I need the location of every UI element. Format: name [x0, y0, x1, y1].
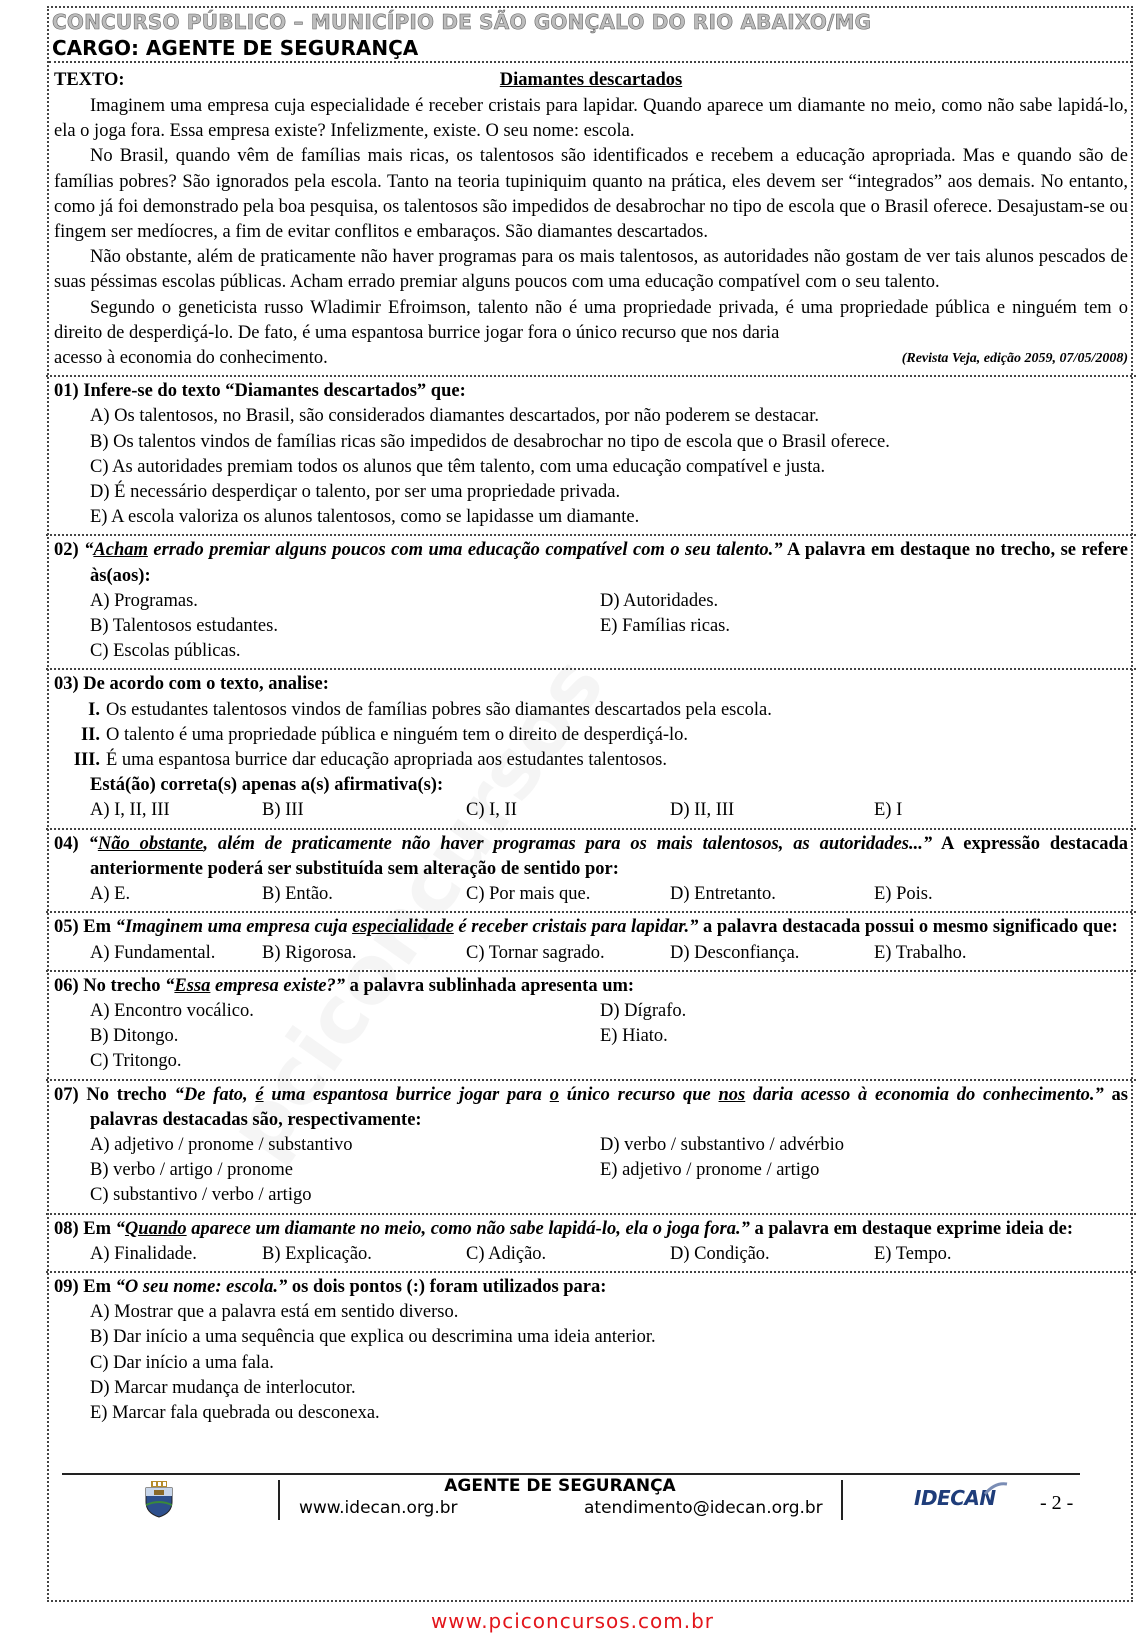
option-b: B) Ditongo.: [90, 1026, 179, 1047]
option-d: D) verbo / substantivo / advérbio: [600, 1134, 845, 1155]
quote-mark: “: [165, 975, 175, 996]
municipal-crest-icon: [141, 1480, 177, 1518]
exam-header: CONCURSO PÚBLICO – MUNICÍPIO DE SÃO GONÇALO DO RIO ABAIXO/MG: [52, 10, 872, 34]
option-d: D) II, III: [670, 800, 735, 821]
question-09-head: [54, 1275, 1128, 1300]
question-number: 02): [54, 540, 79, 561]
question-tail: os dois pontos (:) foram utilizados para:: [287, 1276, 607, 1297]
question-number: 08) Em: [54, 1218, 116, 1239]
exam-content: [54, 68, 1128, 1426]
option-d: D) É necessário desperdiçar o talento, por ser uma propriedade privada.: [90, 482, 621, 503]
option-a: A) adjetivo / pronome / substantivo: [90, 1134, 353, 1155]
question-number: 04): [54, 833, 79, 854]
option-c: C) Dar início a uma fala.: [90, 1352, 274, 1373]
option-b: B) verbo / artigo / pronome: [90, 1160, 293, 1181]
quote-text: “O seu nome: escola.”: [115, 1276, 288, 1297]
option-c: C) I, II: [466, 800, 517, 821]
option-c: C) Tornar sagrado.: [466, 942, 605, 963]
highlighted-word-1: é: [255, 1084, 264, 1105]
option-c: C) Tritongo.: [90, 1051, 182, 1072]
paragraph-4-end: acesso à economia do conhecimento.: [54, 348, 328, 369]
text-title: Diamantes descartados: [499, 70, 683, 90]
question-tail: as palavras destacadas são, respectivamente:: [90, 1084, 1128, 1130]
question-02-options: [54, 589, 1128, 665]
option-c: C) As autoridades premiam todos os alunos que têm talento, com uma educação compatível e justa.: [90, 456, 826, 477]
question-07-head: [54, 1083, 1128, 1133]
text-label: TEXTO:: [54, 70, 125, 90]
question-01-head: 01) Infere-se do texto “Diamantes descartados” que:: [54, 381, 466, 402]
quote-text: uma espantosa burrice jogar para: [263, 1084, 550, 1105]
option-e: E) Famílias ricas.: [600, 616, 730, 637]
option-c: C) Escolas públicas.: [90, 641, 241, 662]
statement-text: O talento é uma propriedade pública e ninguém tem o direito de desperdiçá-lo.: [106, 724, 689, 745]
question-02: [46, 534, 1136, 664]
question-number: 06) No trecho: [54, 975, 166, 996]
highlighted-word-3: nos: [718, 1084, 746, 1105]
question-02-head: [54, 538, 1128, 588]
question-08-head: [54, 1217, 1128, 1242]
option-a: A) Mostrar que a palavra está em sentido diverso.: [90, 1302, 459, 1323]
option-e: E) Hiato.: [600, 1026, 668, 1047]
option-a: A) Programas.: [90, 590, 198, 611]
question-01-options: [54, 404, 1128, 530]
question-tail: a palavra sublinhada apresenta um:: [345, 975, 635, 996]
question-04: [46, 828, 1136, 908]
question-09: [46, 1271, 1136, 1426]
option-d: D) Entretanto.: [670, 884, 776, 905]
logo-swoosh-icon: [983, 1480, 1009, 1498]
quote-text: empresa existe?”: [210, 975, 346, 996]
question-number: 09) Em: [54, 1276, 116, 1297]
quote-text: é receber cristais para lapidar.”: [453, 917, 699, 938]
idecan-logo: IDECAN: [914, 1486, 996, 1510]
highlighted-word-2: o: [549, 1084, 559, 1105]
question-05-head: [54, 915, 1128, 940]
option-c: C) substantivo / verbo / artigo: [90, 1185, 312, 1206]
roman-numeral: II.: [80, 724, 100, 745]
footer-separator: [278, 1480, 280, 1520]
footer-rule: [62, 1473, 1080, 1475]
highlighted-word: Quando: [124, 1218, 187, 1239]
option-b: B) III: [262, 800, 304, 821]
option-b: B) Então.: [262, 884, 333, 905]
paragraph-4: Segundo o geneticista russo Wladimir Efroimson, talento não é uma propriedade privada, é uma propriedade pública e ninguém tem o direito de desperdiçá-lo. De fato, é uma espantosa burrice jogar fora o único recurso que nos daria: [54, 297, 1128, 343]
question-number: 07) No trecho: [54, 1084, 175, 1105]
question-01: [46, 375, 1136, 530]
question-tail: A palavra em destaque no trecho, se refere às(aos):: [90, 540, 1129, 586]
roman-numeral: I.: [88, 699, 100, 720]
header-divider: [49, 61, 1132, 63]
statement-text: É uma espantosa burrice dar educação apropriada aos estudantes talentosos.: [106, 750, 667, 771]
source-line: [54, 346, 1128, 371]
question-09-options: [54, 1300, 1128, 1426]
quote-mark: “: [88, 833, 98, 854]
quote-text: aparece um diamante no meio, como não sabe lapidá-lo, ela o joga fora.”: [186, 1218, 750, 1239]
statement-list: [54, 698, 1128, 774]
text-source: (Revista Veja, edição 2059, 07/05/2008): [901, 351, 1128, 367]
option-d: D) Condição.: [670, 1243, 770, 1264]
empty-cell: [600, 1183, 1128, 1208]
roman-numeral: III.: [73, 750, 100, 771]
quote-mark: “: [115, 1218, 125, 1239]
option-b: B) Talentosos estudantes.: [90, 616, 278, 637]
position-header: CARGO: AGENTE DE SEGURANÇA: [52, 36, 419, 60]
option-a: A) Encontro vocálico.: [90, 1000, 254, 1021]
option-e: E) Trabalho.: [874, 942, 967, 963]
question-04-options: [54, 882, 1128, 907]
option-d: D) Autoridades.: [600, 590, 719, 611]
option-a: A) Fundamental.: [90, 942, 216, 963]
option-e: E) Pois.: [874, 884, 933, 905]
statement-item: [54, 748, 1128, 773]
option-d: D) Marcar mudança de interlocutor.: [90, 1377, 356, 1398]
paragraph-2: No Brasil, quando vêm de famílias mais ricas, os talentosos são identificados e recebem a educação apropriada. Mas e quando são de famílias pobres? São ignorados pela escola. Tanto na teoria tupiniquim quanto na prática, eles devem ser “integrados” aos demais. No entanto, como já foi demonstrado pela boa pesquisa, os talentosos são impedidos de desabrochar no tipo de escola que o Brasil oferece. Desajustam-se ou fingem ser medíocres, a fim de evitar conflitos e embaraços. São diamantes descartados.: [54, 146, 1128, 243]
quote-mark: “: [84, 540, 94, 561]
question-05-options: [54, 941, 1128, 966]
highlighted-word: especialidade: [352, 917, 454, 938]
paragraph-3: Não obstante, além de praticamente não haver programas para os mais talentosos, as autoridades não gostam de ver tais alunos pescados de suas péssimas escolas públicas. Acham errado premiar alguns poucos com uma educação compatível com o seu talento.: [54, 247, 1128, 293]
option-e: E) A escola valoriza os alunos talentosos, como se lapidasse um diamante.: [90, 507, 640, 528]
option-b: B) Os talentos vindos de famílias ricas são impedidos de desabrochar no tipo de escola que o Brasil oferece.: [90, 431, 890, 452]
quote-text: errado premiar alguns poucos com uma educação compatível com o seu talento.”: [147, 540, 783, 561]
quote-text: “De fato,: [174, 1084, 256, 1105]
highlighted-expression: Não obstante: [97, 833, 204, 854]
option-c: C) Por mais que.: [466, 884, 591, 905]
statement-item: [54, 698, 1128, 723]
question-tail: a palavra destacada possui o mesmo significado que:: [698, 917, 1118, 938]
text-title-row: [54, 68, 1128, 94]
option-a: A) I, II, III: [90, 800, 170, 821]
option-e: E) I: [874, 800, 903, 821]
statement-item: [54, 723, 1128, 748]
paragraph-1: Imaginem uma empresa cuja especialidade é receber cristais para lapidar. Quando aparece um diamante no meio, como não sabe lapidá-lo, ela o joga fora. Essa empresa existe? Infelizmente, existe. O seu nome: escola.: [54, 96, 1128, 142]
highlighted-word: Acham: [93, 540, 148, 561]
question-06-options: [54, 999, 1128, 1075]
question-06-head: [54, 974, 1128, 999]
question-03-head: 03) De acordo com o texto, analise:: [54, 674, 329, 695]
question-07-options: [54, 1133, 1128, 1209]
page-number: - 2 -: [1040, 1492, 1074, 1514]
question-tail: a palavra em destaque exprime ideia de:: [749, 1218, 1074, 1239]
question-03: [46, 668, 1136, 823]
option-e: E) Tempo.: [874, 1243, 952, 1264]
page-footer: [49, 1476, 1132, 1524]
question-08-options: [54, 1242, 1128, 1267]
quote-text: “Imaginem uma empresa cuja: [115, 917, 353, 938]
option-e: E) adjetivo / pronome / artigo: [600, 1160, 820, 1181]
option-d: D) Dígrafo.: [600, 1000, 687, 1021]
question-04-head: [54, 832, 1128, 882]
question-06: [46, 970, 1136, 1075]
option-b: B) Rigorosa.: [262, 942, 357, 963]
quote-text: , além de praticamente não haver programas para os mais talentosos, as autoridades...”: [203, 833, 933, 854]
quote-text: daria acesso à economia do conhecimento.”: [745, 1084, 1104, 1105]
statement-text: Os estudantes talentosos vindos de famílias pobres são diamantes descartados pela escola.: [106, 699, 772, 720]
question-tail: A expressão destacada anteriormente poderá ser substituída sem alteração de sentido por:: [90, 833, 1129, 879]
option-a: A) E.: [90, 884, 131, 905]
footer-email-link[interactable]: atendimento@idecan.org.br: [584, 1498, 823, 1518]
question-05: [46, 911, 1136, 965]
option-b: B) Dar início a uma sequência que explica ou descrimina uma ideia anterior.: [90, 1327, 656, 1348]
empty-cell: [600, 639, 1128, 664]
question-03-prompt: Está(ão) correta(s) apenas a(s) afirmativa(s):: [90, 775, 444, 796]
question-number: 05) Em: [54, 917, 116, 938]
quote-text: único recurso que: [558, 1084, 719, 1105]
pciconcursos-link[interactable]: www.pciconcursos.com.br: [430, 1609, 715, 1633]
footer-title: AGENTE DE SEGURANÇA: [444, 1476, 676, 1496]
question-08: [46, 1213, 1136, 1267]
option-c: C) Adição.: [466, 1243, 547, 1264]
option-b: B) Explicação.: [262, 1243, 372, 1264]
question-03-options: [54, 798, 1128, 823]
highlighted-word: Essa: [174, 975, 211, 996]
footer-website-link[interactable]: www.idecan.org.br: [299, 1498, 458, 1518]
option-a: A) Os talentosos, no Brasil, são considerados diamantes descartados, por não poderem se destacar.: [90, 406, 820, 427]
option-e: E) Marcar fala quebrada ou desconexa.: [90, 1402, 380, 1423]
empty-cell: [600, 1049, 1128, 1074]
footer-separator: [841, 1480, 843, 1520]
question-07: [46, 1079, 1136, 1209]
option-a: A) Finalidade.: [90, 1243, 197, 1264]
option-d: D) Desconfiança.: [670, 942, 800, 963]
